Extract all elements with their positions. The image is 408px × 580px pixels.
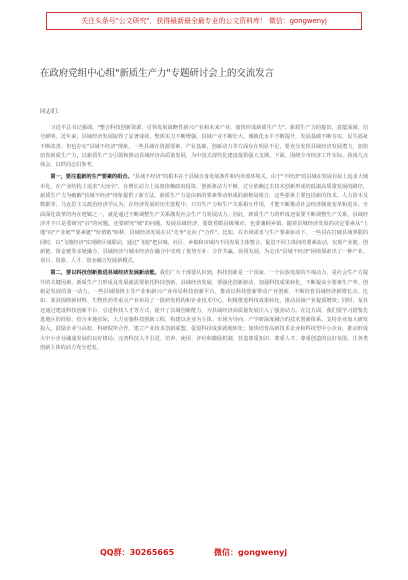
paragraph: 第一，要注重新的生产要素的组合。"县域不经济"的根本在于县域自身发展条件和内外部环境关，由于"不经济"的县域在发展目标上追求大城市化，在产业结构上追求"大而全"，在增长动力上高度依赖政府投资，创新驱动力不够，过分依赖过去技术创新形成的低端高质量发展的路径，新质生产力为破解"县域不经济"现象提供了新方法。新质生产力是由新的要素带动形成的新格局组合，这些要素主要包括新的技术、人力资本及数据等。马克思主义政治经济学认为，在经济发展的历史进程中，只有生产力和生产关系相互作用，才能不断推动社会经济制度变革和进步。全面深化改革的内在逻辑之一，就是通过不断调整生产关系激发社会生产力发展活力。因此，新质生产力的形成还需要不断调整生产关系，县域经济并不只是要研究"县"的问题，还要研究"城"的问题。发展县域经济，要既着眼县级城市，也要兼顾乡镇，随着县城经济发展的决定要素从"土地"向"产业链""要素链""价值链"转移，县域经济发展在认"竞争"走向了"合作"。比如，在市场需求与生产要素驱动下，一些县在打破县域界限的同时，以"飞地经济"实现跨区域联动，通过"飞地"把县城、社区、乡镇和市域内不同发展主体整合，促进不同主体间的要素流动，实现产业链、创新链、资金链等多链融合，县域经济与城市经济在融合中实现了优势互补、合作共赢、协同发展，为走出"县域不经济"困境探索出了一种产业、项目、资源、人才、资金融合发展新模式。 [40,174,368,265]
footer-contact [0,546,408,560]
document-body [40,124,368,536]
footer-wechat: 微信：gongwenyj [214,548,288,557]
paragraph: 第二，要以科技创新推进县域经济发展新动能。我们广大干部要认识到，科技创新是一个国家、一个民族发展的不竭动力，是社会生产力提升的关键因素。新质生产力形成及发展就需要依托科技创新，县域经济发展，要强化创新驱动，加强科技成果转化，不断提高全要素生产率。创新是发展的第一动力，一些县域围绕主导产业和新兴产业布局科技创新平台，推动以科技创新带动产业创新，不断培育县域经济新增长点。比如，某县围绕新材料、生物医药等重点产业布局了一批研发机构和企业技术中心，积极推进科技成果转化，推动县域产业提质增效；同时，某县还通过建设科技创新平台、引进科技人才等方式，提升了县域创新能力，为县域经济高质量发展注入了强劲动力。在这方面，我们要学习借鉴先进地区的经验，结合本地实际，大力实施科技创新工程，构建以企业为主体、市场为导向、产学研深度融合的技术创新体系。支持企业加大研发投入，鼓励企业与高校、科研院所合作，建立产业技术创新联盟，促进科技成果就地转化；加快培育高新技术企业和科技型中小企业，推动形成大中小企业融通发展的良好格局；完善科技人才引进、培养、使用、评价和激励机制，营造尊重知识、尊重人才、尊重创造的良好氛围，让各类创新主体的活力充分迸发。 [40,270,368,351]
paragraph: 习近平总书记强调，"整合科技创新资源，引领发展战略性新兴产业和未来产业，加快形成新质生产力"。新质生产力的提出，意蕴深刻、信号鲜明。近年来，县域经济发展取得了显著成效，整体实力不断增强。县域产业不断壮大，城镇化水平不断提升，发展基础不断夯实，民生福祉不断改善；但也存在"县域不经济"现象，一些县域在资源要素、产业基础、创新动力等方面存在明显不足，要充分发挥县域经济发展潜力，加快培育新质生产力，以新质生产力引领和推动县域经济高质量发展，为中国式现代化建设提供强大支撑。下面，围绕全市经济工作实际，我谈几点体会，以供同志们参考。 [40,125,368,169]
document-title: 在政府党组中心组"新质生产力"专题研讨会上的交流发言 [40,68,274,79]
greeting: 同志们： [40,109,63,115]
promo-banner: 关注头条号"公文研究"，获得最新最全最专业的公文资料库！ 微信：gongwenyj [46,12,362,30]
footer-qq: QQ群：30265665 [100,548,175,557]
